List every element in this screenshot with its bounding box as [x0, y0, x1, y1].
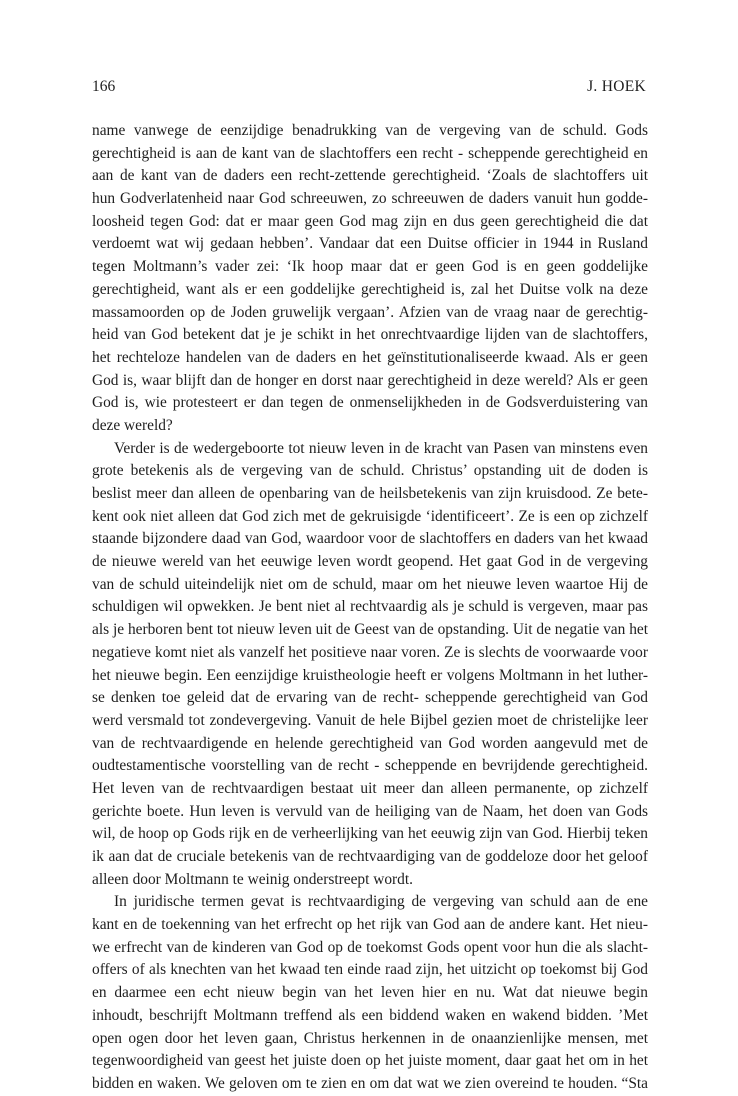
text-line: werd versmald tot zondevergeving. Vanuit de hele Bijbel gezien moet de christelijke leer: [92, 711, 648, 729]
text-line: deze wereld?: [92, 416, 173, 434]
text-line: loosheid tegen God: dat er maar geen God mag zijn en dus geen gerechtigheid die dat: [92, 212, 648, 230]
text-line: offers of als knechten van het kwaad ten einde raad zijn, het uitzicht op toekomst bij God: [92, 961, 648, 979]
text-line: massamoorden op de Joden gruwelijk vergaan’. Afzien van de vraag naar de gerechtig-: [92, 303, 648, 321]
text-line: aan de kant van de daders een recht-zettende gerechtigheid. ‘Zoals de slachtoffers uit: [92, 167, 648, 185]
body-text: [92, 120, 648, 1096]
text-line: van de rechtvaardigende en helende gerechtigheid van God worden aangevuld met de: [92, 734, 648, 752]
text-line: schuldigen wil opwekken. Je bent niet al rechtvaardig als je schuld is vergeven, maar pas: [92, 598, 648, 616]
text-line: name vanwege de eenzijdige benadrukking van de vergeving van de schuld. Gods: [92, 122, 648, 139]
text-line: hun Godverlatenheid naar God schreeuwen, zo schreeuwen de daders vanuit hun godde-: [92, 190, 648, 208]
text-line: grote betekenis als de vergeving van de schuld. Christus’ opstanding uit de doden is: [92, 462, 648, 480]
text-line: ik aan dat de cruciale betekenis van de rechtvaardiging van de goddeloze door het geloof: [92, 848, 648, 865]
text-line: open ogen door het leven gaan, Christus herkennen in de onaanzienlijke mensen, met: [92, 1029, 648, 1047]
page-header: [92, 78, 646, 98]
text-line: we erfrecht van de kinderen van God op de toekomst Gods opent voor hun die als slacht-: [92, 938, 648, 956]
running-head: J. HOEK: [587, 78, 646, 95]
paragraph: [92, 438, 648, 892]
text-line: Het leven van de rechtvaardigen bestaat uit meer dan alleen permanente, op zichzelf: [92, 779, 648, 797]
text-line: staande bijzondere daad van God, waardoor voor de slachtoffers en daders van het kwaad: [92, 530, 648, 548]
text-line: gerechtigheid, want als er een goddelijke gerechtigheid is, zal het Duitse volk na deze: [92, 280, 648, 298]
text-line: wil, de hoop op Gods rijk en de verheerlijking van het eeuwig zijn van God. Hierbij teken: [92, 825, 648, 843]
text-line: negatieve komt niet als vanzelf het positieve naar voren. Ze is slechts de voorwaarde voor: [92, 643, 648, 661]
text-line: bidden en waken. We geloven om te zien en om dat wat we zien overeind te houden. “Sta: [92, 1074, 648, 1092]
text-line: kant en de toekenning van het erfrecht op het rijk van God aan de andere kant. Het nieu-: [92, 916, 648, 934]
text-line: tegen Moltmann’s vader zei: ‘Ik hoop maar dat er geen God is en geen goddelijke: [92, 258, 648, 276]
text-line: heid van God betekent dat je je schikt in het onrechtvaardige lijden van de slachtoffers,: [92, 326, 648, 344]
text-line: In juridische termen gevat is rechtvaardiging de vergeving van schuld aan de ene: [114, 893, 648, 911]
page-number: 166: [92, 78, 116, 95]
text-line: van de schuld uiteindelijk niet om de schuld, maar om het nieuwe leven waartoe Hij de: [92, 575, 648, 593]
text-line: het rechteloze handelen van de daders en het geïnstitutionaliseerde kwaad. Als er geen: [92, 348, 648, 366]
text-line: gerichte boete. Hun leven is vervuld van de heiliging van de Naam, het doen van Gods: [92, 802, 648, 820]
text-line: God is, wie protesteert er dan tegen de onmenselijkheden in de Godsverduistering van: [92, 394, 648, 412]
paragraph: [92, 891, 648, 1095]
paragraph: [92, 120, 648, 438]
text-line: tegenwoordigheid van geest het juiste doen op het juiste moment, daar gaat het om in het: [92, 1052, 648, 1070]
text-line: de nieuwe wereld van het eeuwige leven wordt geopend. Het gaat God in de vergeving: [92, 553, 648, 571]
text-line: Verder is de wedergeboorte tot nieuw leven in de kracht van Pasen van minstens even: [114, 439, 648, 457]
text-line: inhoudt, beschrijft Moltmann treffend als een biddend waken en wakend bidden. ’Met: [92, 1006, 648, 1024]
text-line: God is, waar blijft dan de honger en dorst naar gerechtigheid in deze wereld? Als er geen: [92, 371, 648, 389]
text-line: se denken toe geleid dat de ervaring van de recht- scheppende gerechtigheid van God: [92, 689, 648, 707]
text-line: alleen door Moltmann te weinig onderstreept wordt.: [92, 870, 413, 888]
text-line: als je herboren bent tot nieuw leven uit de Geest van de opstanding. Uit de negatie van het: [92, 621, 648, 639]
text-line: oudtestamentische voorstelling van de recht - scheppende en bevrijdende gerechtigheid.: [92, 757, 648, 775]
text-line: en daarmee een echt nieuw begin van het leven hier en nu. Wat dat nieuwe begin: [92, 984, 648, 1002]
text-line: het nieuwe begin. Een eenzijdige kruistheologie heeft er volgens Moltmann in het luther-: [92, 666, 648, 684]
text-line: gerechtigheid is aan de kant van de slachtoffers een recht - scheppende gerechtigheid en: [92, 144, 648, 162]
text-line: beslist meer dan alleen de openbaring van de heilsbetekenis van zijn kruisdood. Ze bete-: [92, 485, 648, 502]
text-line: kent ook niet alleen dat God zich met de gekruisigde ‘identificeert’. Ze is een op zichzelf: [92, 507, 648, 525]
text-line: verdoemt wat wij gedaan hebben’. Vandaar dat een Duitse officier in 1944 in Rusland: [92, 235, 648, 253]
